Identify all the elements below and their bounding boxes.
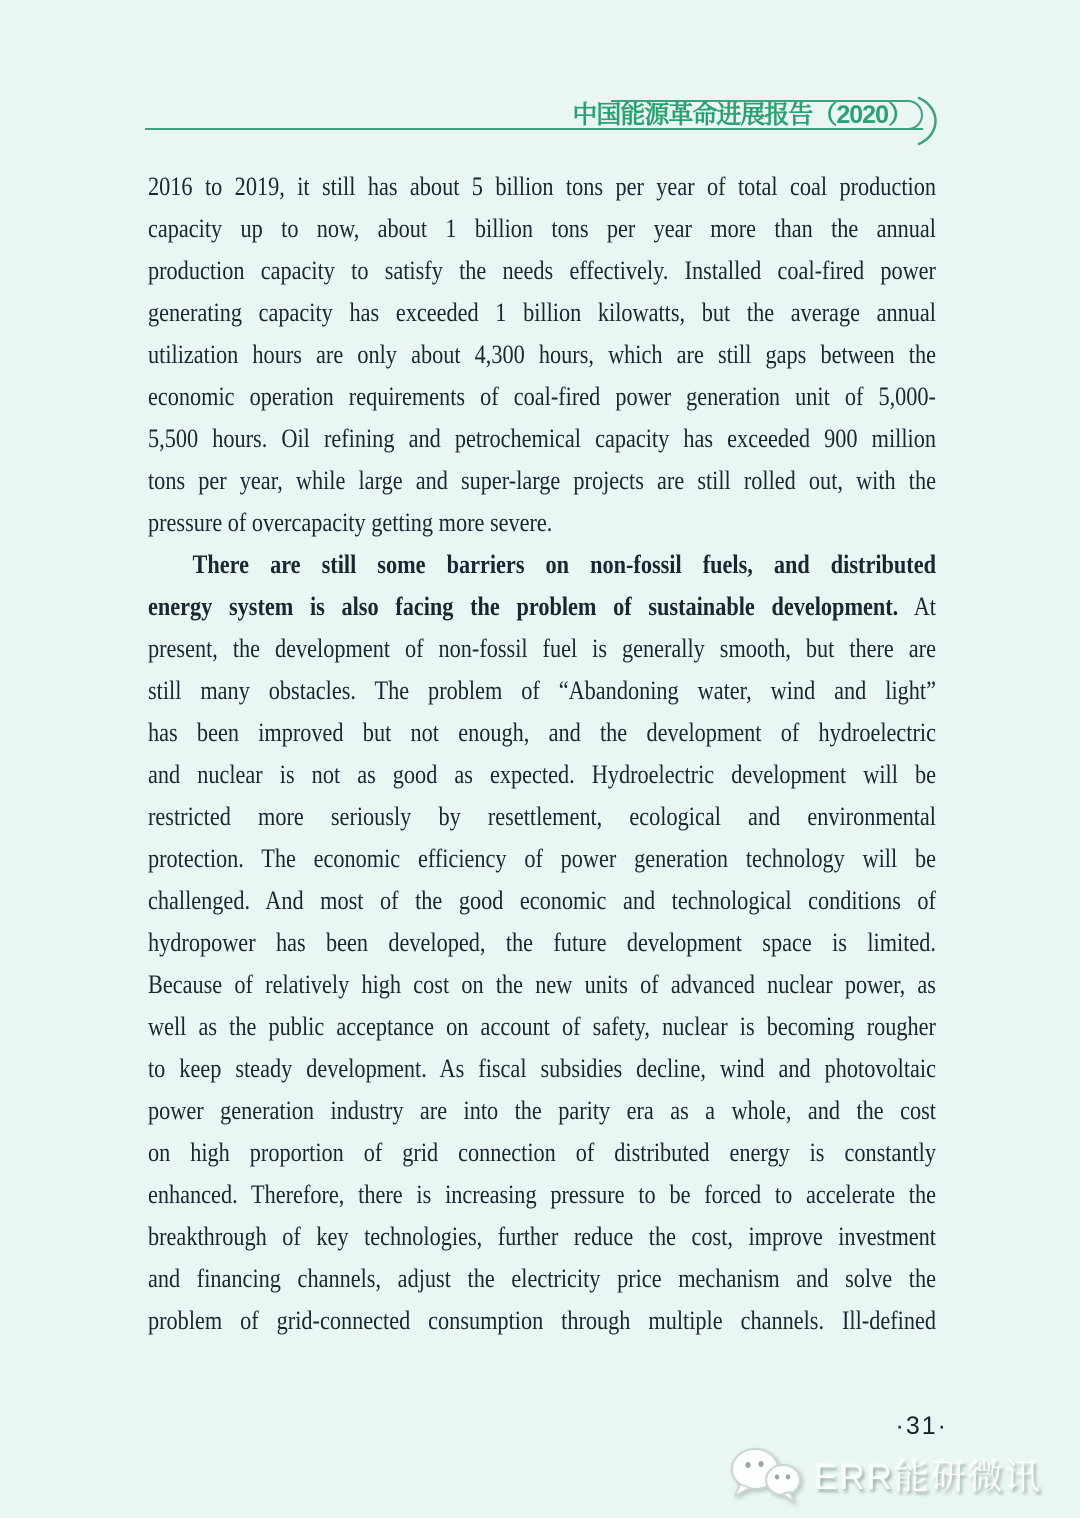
- text-segment: and financing channels, adjust the electricity price mechanism and solve the: [148, 1264, 936, 1293]
- paragraph-1-line-4: [148, 292, 936, 334]
- paragraph-2-line-18: [148, 1258, 936, 1300]
- paragraph-2-line-9: [148, 880, 936, 922]
- paragraph-1-line-5: [148, 334, 936, 376]
- paragraph-2-line-19: [148, 1300, 936, 1342]
- text-segment: present, the development of non-fossil fuel is generally smooth, but there are: [148, 634, 936, 663]
- text-segment: has been improved but not enough, and the development of hydroelectric: [148, 718, 936, 747]
- header-outer-arc: [917, 96, 947, 146]
- text-segment: 5,500 hours. Oil refining and petrochemical capacity has exceeded 900 million: [148, 424, 936, 453]
- wechat-bubbles-icon: [728, 1444, 806, 1506]
- paragraph-1-line-8: [148, 460, 936, 502]
- paragraph-2-line-13: [148, 1048, 936, 1090]
- text-segment: economic operation requirements of coal-fired power generation unit of 5,000-: [148, 382, 936, 411]
- text-segment: power generation industry are into the parity era as a whole, and the cost: [148, 1096, 936, 1125]
- text-segment: production capacity to satisfy the needs effectively. Installed coal-fired power: [148, 256, 936, 285]
- paragraph-2-line-5: [148, 712, 936, 754]
- paragraph-1-line-3: [148, 250, 936, 292]
- paragraph-1-line-1: [148, 166, 936, 208]
- text-segment: breakthrough of key technologies, further reduce the cost, improve investment: [148, 1222, 936, 1251]
- watermark: [728, 1444, 1042, 1506]
- paragraph-2-line-4: [148, 670, 936, 712]
- paragraph-1-line-6: [148, 376, 936, 418]
- text-segment: protection. The economic efficiency of power generation technology will be: [148, 844, 936, 873]
- text-segment: to keep steady development. As fiscal subsidies decline, wind and photovoltaic: [148, 1054, 936, 1083]
- paragraph-2-line-17: [148, 1216, 936, 1258]
- paragraph-2-line-14: [148, 1090, 936, 1132]
- paragraph-1-line-7: [148, 418, 936, 460]
- text-block: [148, 166, 936, 1342]
- paragraph-2-line-6: [148, 754, 936, 796]
- text-segment: capacity up to now, about 1 billion tons per year more than the annual: [148, 214, 936, 243]
- text-segment: still many obstacles. The problem of “Abandoning water, wind and light”: [148, 676, 936, 705]
- text-segment: and nuclear is not as good as expected. Hydroelectric development will be: [148, 760, 936, 789]
- text-segment: generating capacity has exceeded 1 billion kilowatts, but the average annual: [148, 298, 936, 327]
- watermark-text: ERR能研微讯: [814, 1458, 1042, 1497]
- text-segment: problem of grid-connected consumption through multiple channels. Ill-defined: [148, 1306, 936, 1335]
- paragraph-2-line-1: [148, 544, 936, 586]
- text-segment: well as the public acceptance on account of safety, nuclear is becoming rougher: [148, 1012, 936, 1041]
- text-segment: on high proportion of grid connection of distributed energy is constantly: [148, 1138, 936, 1167]
- text-segment: hydropower has been developed, the future development space is limited.: [148, 928, 936, 957]
- text-segment: restricted more seriously by resettlement, ecological and environmental: [148, 802, 936, 831]
- text-segment: pressure of overcapacity getting more severe.: [148, 508, 553, 537]
- paragraph-2-line-16: [148, 1174, 936, 1216]
- paragraph-2-line-11: [148, 964, 936, 1006]
- text-segment: challenged. And most of the good economic and technological conditions of: [148, 886, 936, 915]
- report-title: 中国能源革命进展报告（2020）: [572, 101, 912, 129]
- paragraph-2-line-3: [148, 628, 936, 670]
- paragraph-1-line-2: [148, 208, 936, 250]
- paragraph-indent: [148, 572, 193, 573]
- text-segment: tons per year, while large and super-large projects are still rolled out, with the: [148, 466, 936, 495]
- page-number: ·31·: [895, 1412, 948, 1440]
- paragraph-2-line-12: [148, 1006, 936, 1048]
- paragraph-2-line-7: [148, 796, 936, 838]
- text-segment: 2016 to 2019, it still has about 5 billion tons per year of total coal production: [148, 172, 936, 201]
- paragraph-2-line-10: [148, 922, 936, 964]
- text-segment: Because of relatively high cost on the new units of advanced nuclear power, as: [148, 970, 936, 999]
- bold-text-segment: energy system is also facing the problem of sustainable development.: [148, 592, 899, 621]
- text-segment: At: [898, 592, 936, 621]
- paragraph-2-line-2: [148, 586, 936, 628]
- paragraph-2-line-8: [148, 838, 936, 880]
- paragraph-1-line-9: [148, 502, 936, 544]
- text-segment: utilization hours are only about 4,300 hours, which are still gaps between the: [148, 340, 936, 369]
- bold-text-segment: There are still some barriers on non-fossil fuels, and distributed: [192, 550, 936, 579]
- text-segment: enhanced. Therefore, there is increasing pressure to be forced to accelerate the: [148, 1180, 936, 1209]
- paragraph-2-line-15: [148, 1132, 936, 1174]
